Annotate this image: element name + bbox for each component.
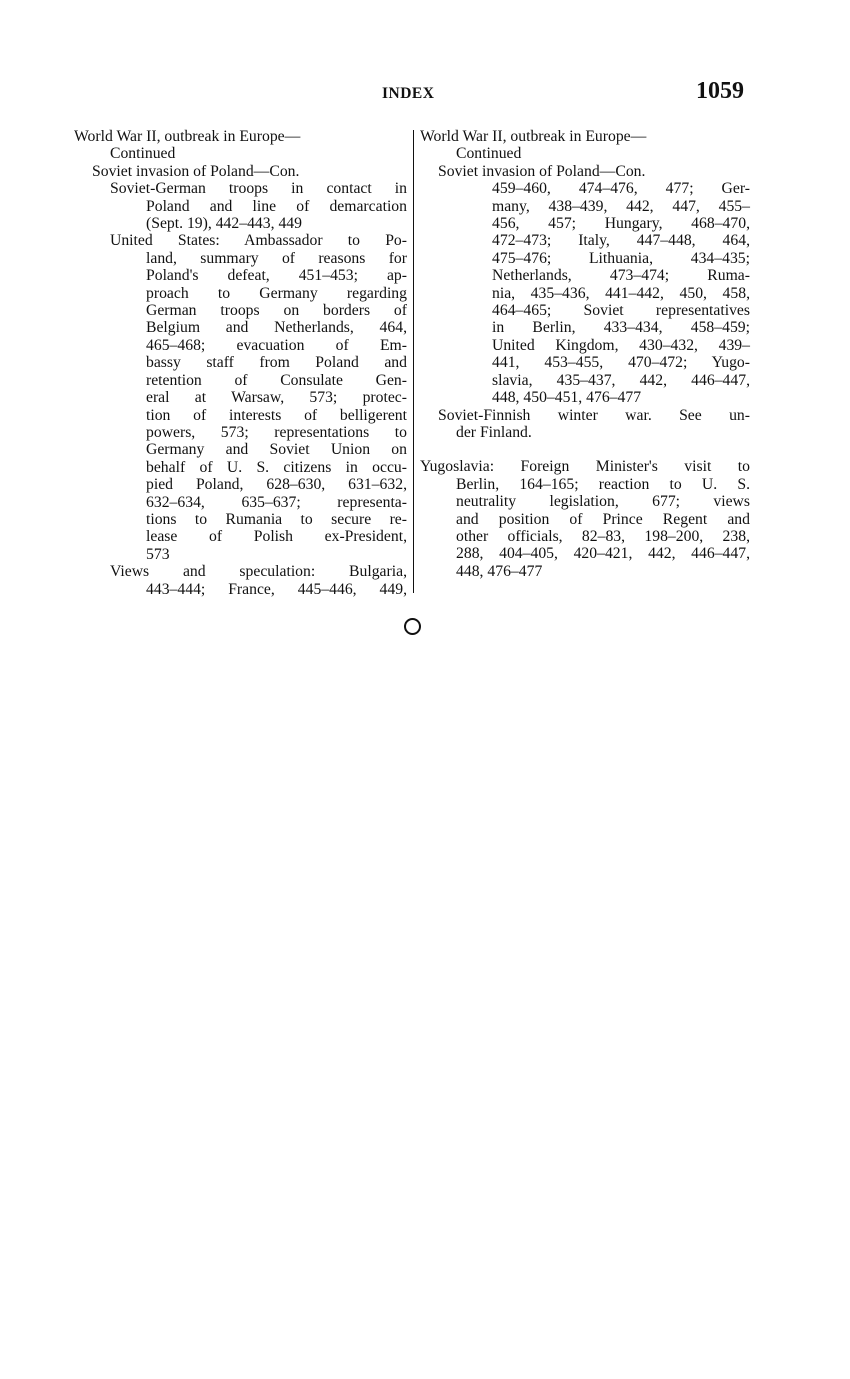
index-line: 441, 453–455, 470–472; Yugo- — [492, 354, 750, 372]
index-line: 465–468; evacuation of Em- — [146, 336, 407, 354]
column-divider — [413, 130, 414, 593]
index-line: slavia, 435–437, 442, 446–447, — [492, 371, 750, 389]
index-line: 475–476; Lithuania, 434–435; — [492, 249, 750, 267]
index-line: Germany and Soviet Union on — [146, 441, 407, 459]
index-line: pied Poland, 628–630, 631–632, — [146, 476, 407, 494]
index-line: United Kingdom, 430–432, 439– — [492, 336, 750, 354]
index-line: proach to Germany regarding — [146, 284, 407, 302]
index-line: 456, 457; Hungary, 468–470, — [492, 215, 750, 233]
index-line: 464–465; Soviet representatives — [492, 302, 750, 320]
index-line: 443–444; France, 445–446, 449, — [146, 580, 407, 598]
index-line: der Finland. — [456, 423, 532, 441]
index-line: other officials, 82–83, 198–200, 238, — [456, 527, 750, 545]
index-line: Poland's defeat, 451–453; ap- — [146, 267, 407, 285]
index-line: nia, 435–436, 441–442, 450, 458, — [492, 284, 750, 302]
index-line: and position of Prince Regent and — [456, 510, 750, 528]
index-line: eral at Warsaw, 573; protec- — [146, 389, 407, 407]
index-line: World War II, outbreak in Europe— — [74, 128, 301, 145]
running-head-title: INDEX — [382, 85, 435, 102]
index-line: neutrality legislation, 677; views — [456, 493, 750, 511]
index-line: 472–473; Italy, 447–448, 464, — [492, 232, 750, 250]
index-line: Soviet-Finnish winter war. See un- — [438, 406, 750, 424]
index-line: Soviet-German troops in contact in — [110, 180, 407, 198]
index-line: Yugoslavia: Foreign Minister's visit to — [420, 458, 750, 476]
index-column-right — [420, 128, 750, 580]
index-line: in Berlin, 433–434, 458–459; — [492, 319, 750, 337]
entry-gap — [420, 441, 750, 458]
index-line: behalf of U. S. citizens in occu- — [146, 458, 407, 476]
index-line: Berlin, 164–165; reaction to U. S. — [456, 475, 750, 493]
page-number: 1059 — [696, 78, 744, 104]
index-line: retention of Consulate Gen- — [146, 371, 407, 389]
index-line: Soviet invasion of Poland—Con. — [92, 162, 300, 180]
index-line: land, summary of reasons for — [146, 249, 407, 267]
index-line: lease of Polish ex-President, — [146, 528, 407, 546]
index-line: powers, 573; representations to — [146, 423, 407, 441]
index-line: Continued — [110, 145, 176, 163]
index-line: tions to Rumania to secure re- — [146, 510, 407, 528]
index-line: 288, 404–405, 420–421, 442, 446–447, — [456, 545, 750, 563]
index-line: 573 — [146, 545, 170, 563]
printer-circle-mark — [404, 618, 421, 635]
index-line: Continued — [456, 145, 522, 163]
index-line: Views and speculation: Bulgaria, — [110, 563, 407, 581]
index-line: 632–634, 635–637; representa- — [146, 493, 407, 511]
index-column-left — [74, 128, 407, 598]
index-line: 459–460, 474–476, 477; Ger- — [492, 180, 750, 198]
index-line: bassy staff from Poland and — [146, 354, 407, 372]
index-line: Soviet invasion of Poland—Con. — [438, 162, 646, 180]
index-line: tion of interests of belligerent — [146, 406, 407, 424]
index-line: 448, 476–477 — [456, 562, 543, 580]
index-line: (Sept. 19), 442–443, 449 — [146, 215, 302, 233]
index-line: 448, 450–451, 476–477 — [492, 389, 642, 407]
page-header — [0, 78, 850, 112]
index-line: Netherlands, 473–474; Ruma- — [492, 267, 750, 285]
index-line: German troops on borders of — [146, 302, 407, 320]
index-line: Poland and line of demarcation — [146, 197, 407, 215]
index-line: World War II, outbreak in Europe— — [420, 128, 647, 145]
index-line: United States: Ambassador to Po- — [110, 232, 407, 250]
index-line: many, 438–439, 442, 447, 455– — [492, 197, 750, 215]
index-line: Belgium and Netherlands, 464, — [146, 319, 407, 337]
